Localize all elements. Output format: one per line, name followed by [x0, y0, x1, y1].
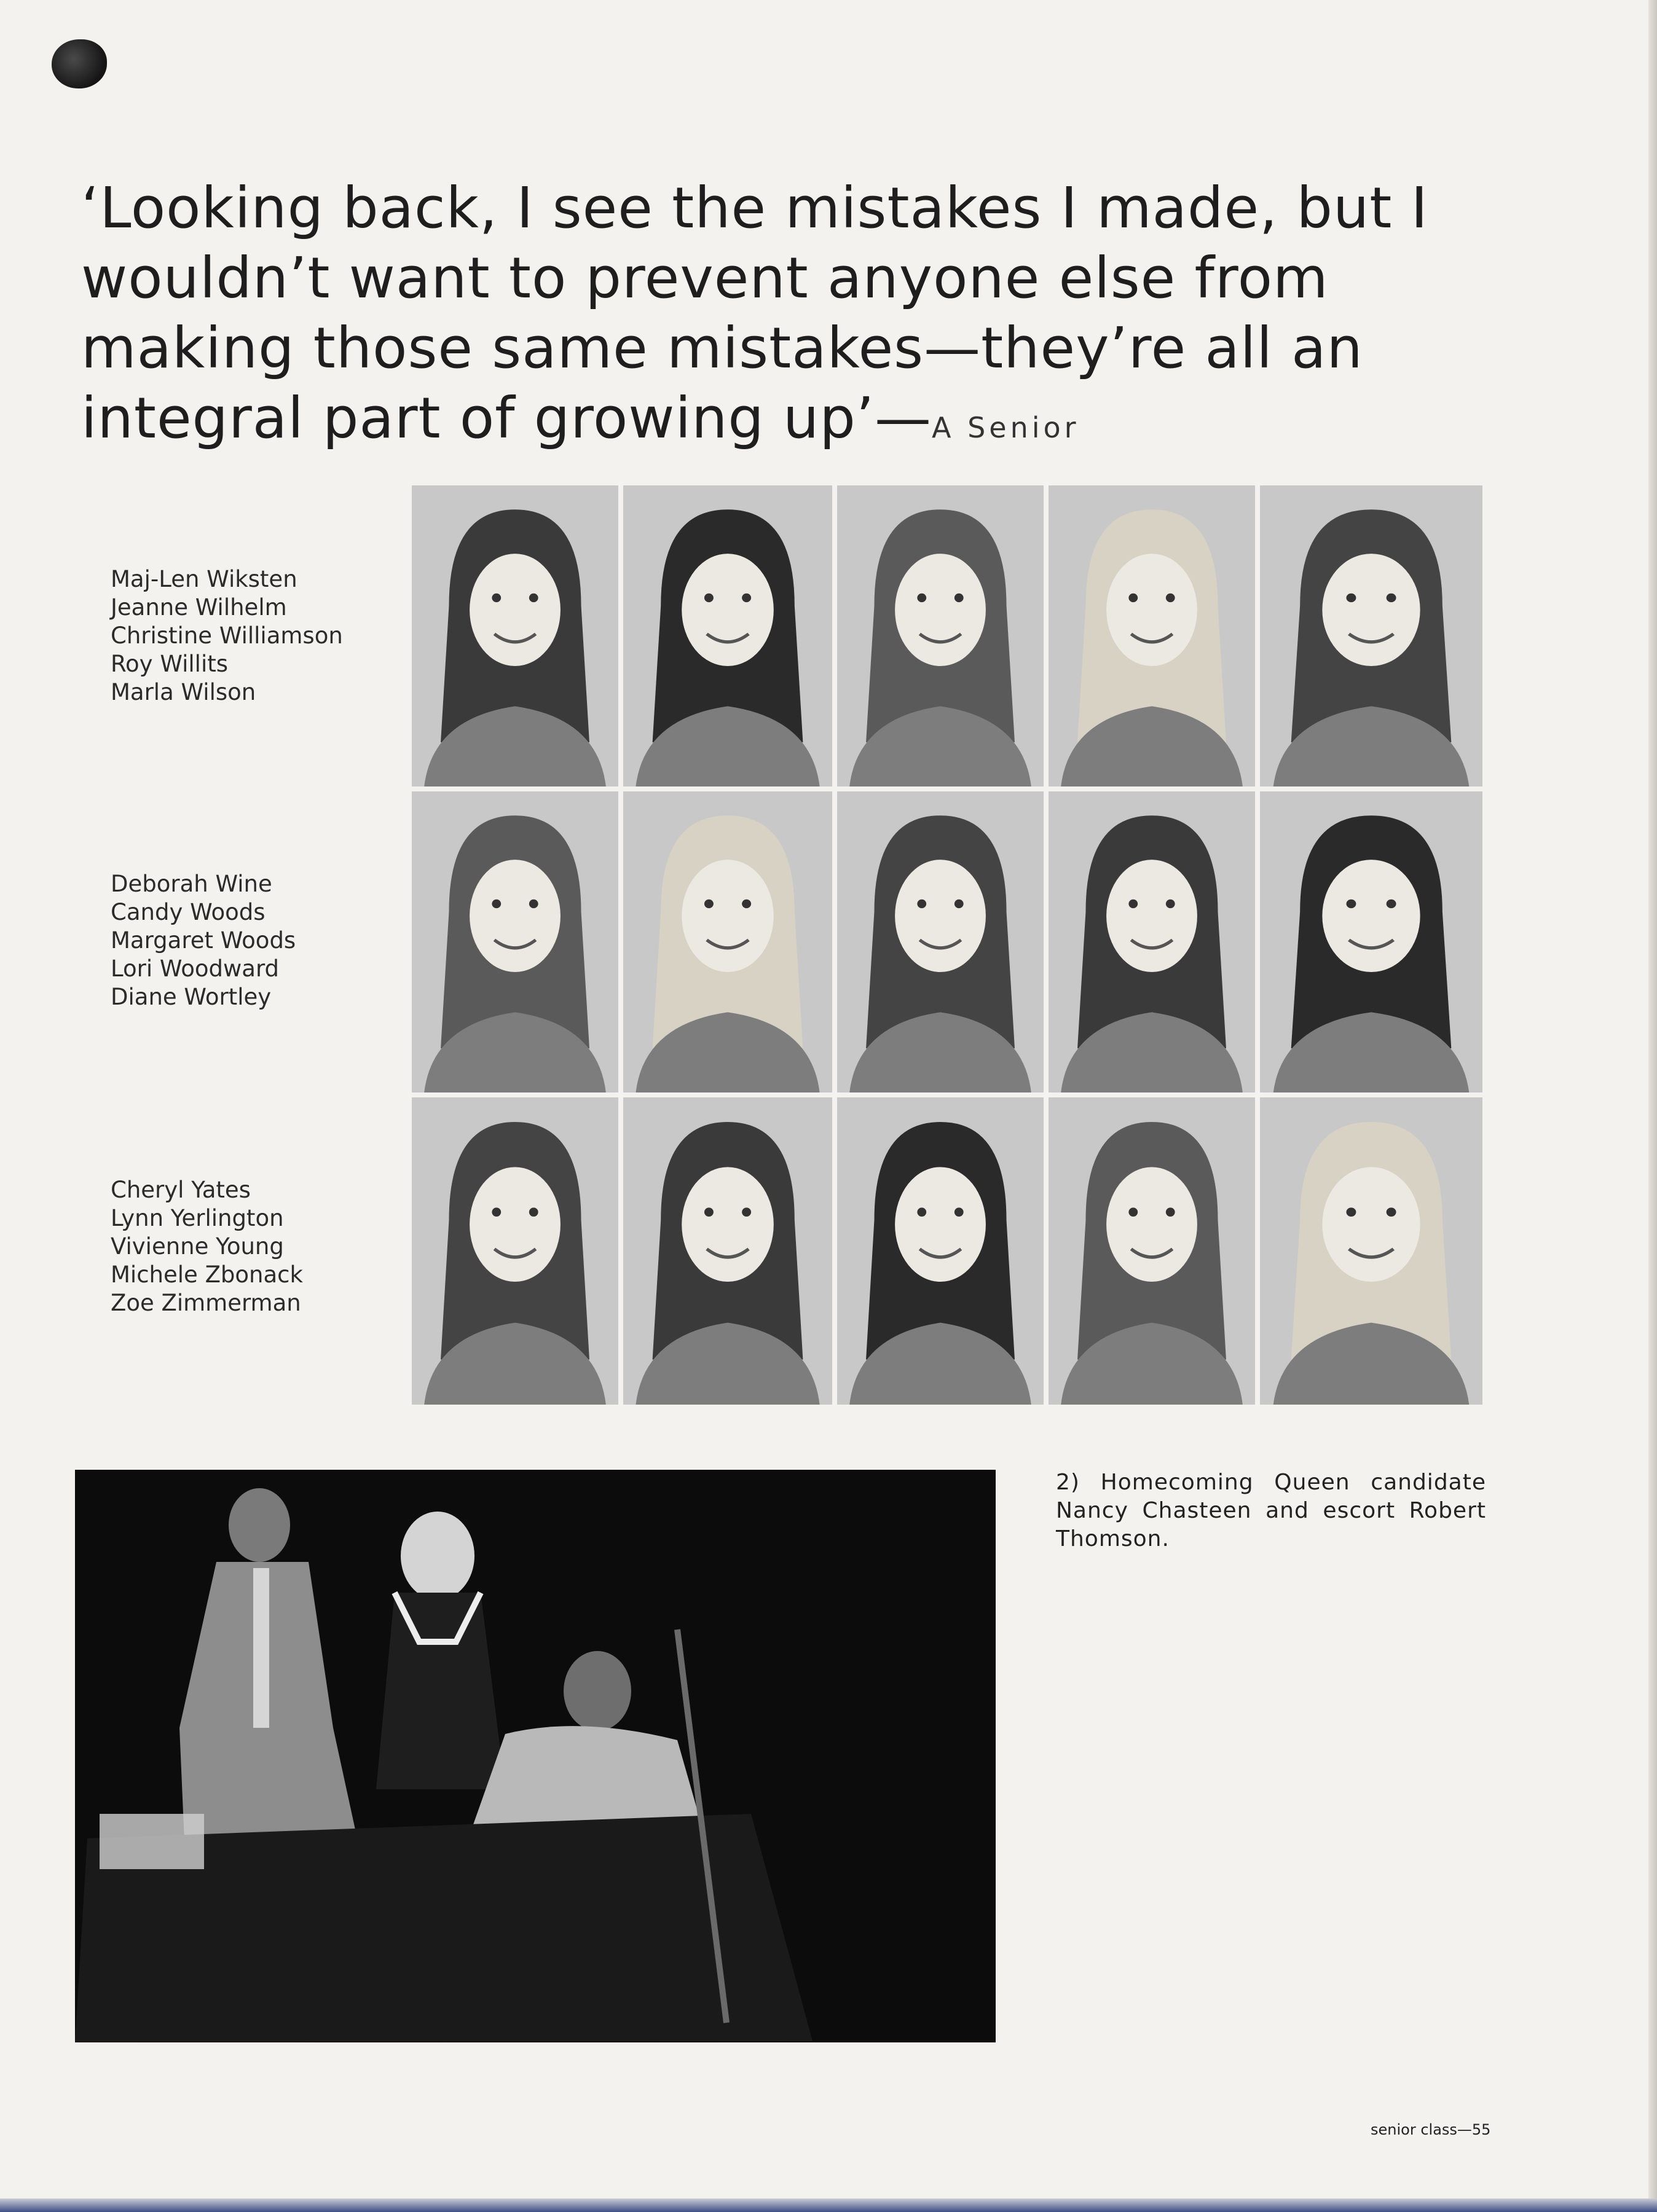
student-name: Christine Williamson	[111, 622, 343, 649]
page-bottom-edge	[0, 2198, 1657, 2212]
page-folio: senior class—55	[1371, 2121, 1491, 2138]
student-portrait	[1260, 1097, 1482, 1405]
name-list-row-3	[111, 1176, 393, 1317]
student-portrait	[837, 485, 1044, 786]
student-portrait	[837, 791, 1044, 1092]
student-name: Candy Woods	[111, 899, 266, 925]
student-name: Maj-Len Wiksten	[111, 566, 297, 592]
student-portrait	[623, 1097, 832, 1405]
student-portrait	[1049, 1097, 1255, 1405]
quote-attribution: A Senior	[931, 411, 1080, 444]
student-name: Deborah Wine	[111, 871, 272, 897]
student-portrait	[1049, 485, 1255, 786]
homecoming-photo	[75, 1470, 996, 2042]
page-edge	[1648, 0, 1657, 2212]
quote-text: ‘Looking back, I see the mistakes I made, but I wouldn’t want to prevent anyone else from making those same mistakes—they’re all an integral part of growing up’—	[81, 175, 1428, 451]
student-name: Vivienne Young	[111, 1233, 284, 1260]
student-name: Jeanne Wilhelm	[111, 594, 287, 621]
student-name: Michele Zbonack	[111, 1261, 303, 1288]
photo-caption: 2) Homecoming Queen candidate Nancy Chasteen and escort Robert Thomson.	[1056, 1470, 1486, 1551]
student-name: Lori Woodward	[111, 955, 280, 982]
student-name: Roy Willits	[111, 651, 229, 677]
student-portrait	[837, 1097, 1044, 1405]
student-portrait	[1049, 791, 1255, 1092]
student-portrait	[623, 791, 832, 1092]
name-list-row-1	[111, 565, 393, 707]
student-portrait	[412, 485, 618, 786]
student-portrait	[412, 791, 618, 1092]
punch-hole	[52, 39, 107, 88]
student-portrait	[412, 1097, 618, 1405]
name-list-row-2	[111, 870, 393, 1011]
student-portrait	[623, 485, 832, 786]
student-name: Diane Wortley	[111, 984, 272, 1010]
student-name: Zoe Zimmerman	[111, 1290, 301, 1316]
student-portrait	[1260, 485, 1482, 786]
student-name: Cheryl Yates	[111, 1177, 251, 1203]
student-name: Marla Wilson	[111, 679, 256, 705]
student-name: Margaret Woods	[111, 927, 296, 954]
portrait-grid	[412, 485, 1482, 1405]
senior-quote	[81, 173, 1495, 463]
student-portrait	[1260, 791, 1482, 1092]
student-name: Lynn Yerlington	[111, 1205, 284, 1231]
